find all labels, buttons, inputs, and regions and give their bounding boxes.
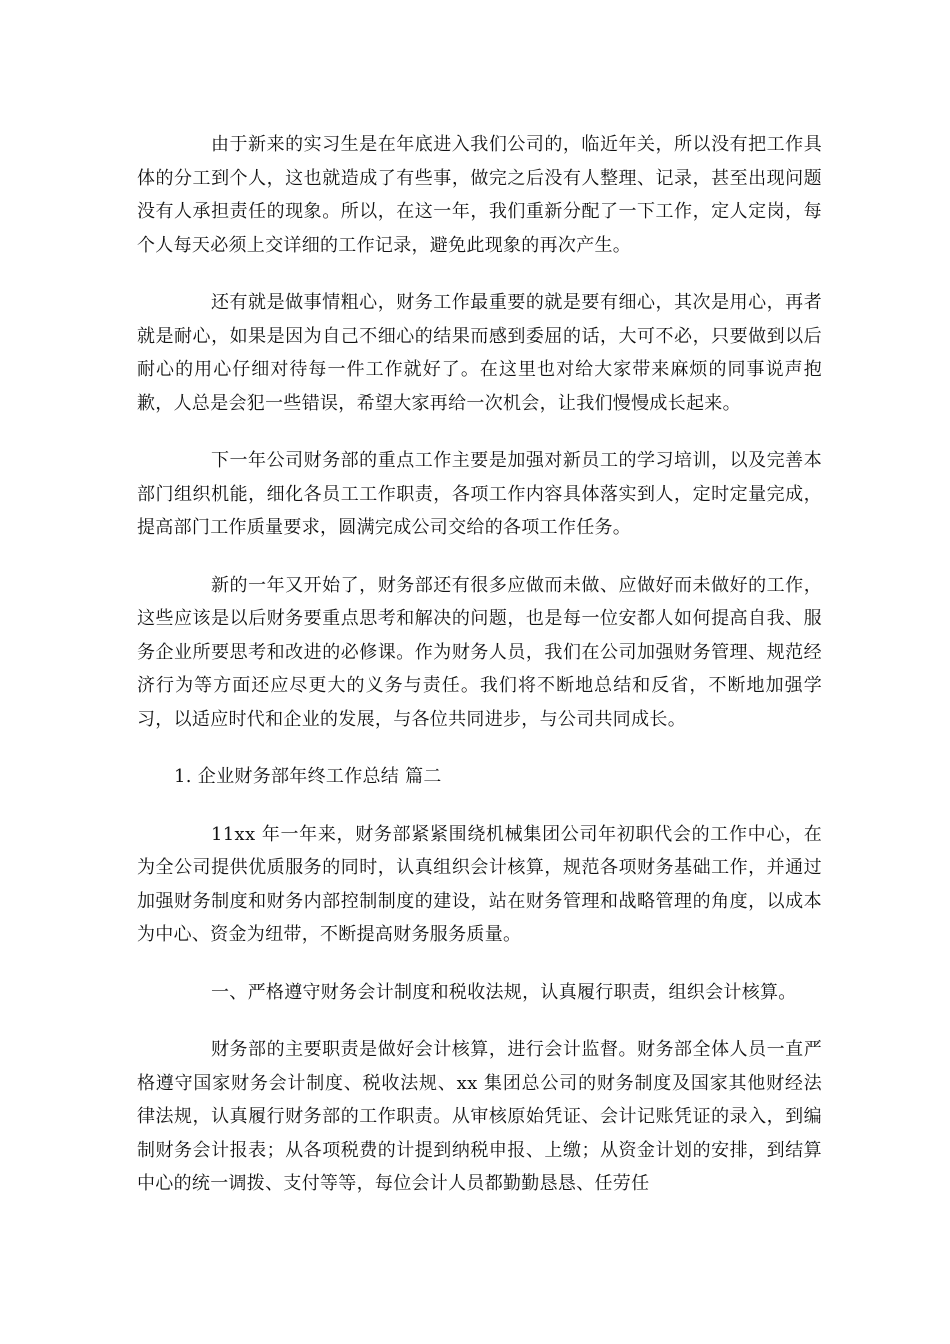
paragraph-intern-division: 由于新来的实习生是在年底进入我们公司的，临近年关，所以没有把工作具体的分工到个人，这也就造成了有些事，做完之后没有人整理、记录，甚至出现问题没有人承担责任的现象。所以，在这一年，我们重新分配了一下工作，定人定岗，每个人每天必须上交详细的工作记录，避免此现象的再次产生。	[137, 134, 822, 256]
paragraph-main-duties: 财务部的主要职责是做好会计核算，进行会计监督。财务部全体人员一直严格遵守国家财务会计制度、税收法规、xx 集团总公司的财务制度及国家其他财经法律法规，认真履行财务部的工作职责。从审核原始凭证、会计记账凭证的录入，到编制财务会计报表；从各项税费的计提到纳税申报、上缴；从资金计划的安排，到结算中心的统一调拨、支付等等，每位会计人员都勤勤恳恳、任劳任	[137, 1039, 822, 1194]
document-body	[137, 128, 822, 1225]
paragraph-point-one: 一、严格遵守财务会计制度和税收法规，认真履行职责，组织会计核算。	[211, 981, 797, 1003]
paragraph-annual-overview: 11xx 年一年来，财务部紧紧围绕机械集团公司年初职代会的工作中心，在为全公司提供优质服务的同时，认真组织会计核算，规范各项财务基础工作，并通过加强财务制度和财务内部控制制度的建设，站在财务管理和战略管理的角度，以成本为中心、资金为纽带，不断提高财务服务质量。	[137, 823, 822, 945]
paragraph-new-year: 新的一年又开始了，财务部还有很多应做而未做、应做好而未做好的工作，这些应该是以后财务要重点思考和解决的问题，也是每一位安都人如何提高自我、服务企业所要思考和改进的必修课。作为财务人员，我们在公司加强财务管理、规范经济行为等方面还应尽更大的义务与责任。我们将不断地总结和反省，不断地加强学习，以适应时代和企业的发展，与各位共同进步，与公司共同成长。	[137, 574, 822, 730]
section-heading: 1. 企业财务部年终工作总结 篇二	[174, 766, 442, 787]
paragraph-carefulness: 还有就是做事情粗心，财务工作最重要的就是要有细心，其次是用心，再者就是耐心，如果是因为自己不细心的结果而感到委屈的话，大可不必，只要做到以后耐心的用心仔细对待每一件工作就好了。在这里也对给大家带来麻烦的同事说声抱歉，人总是会犯一些错误，希望大家再给一次机会，让我们慢慢成长起来。	[137, 292, 822, 414]
paragraph-next-year-focus: 下一年公司财务部的重点工作主要是加强对新员工的学习培训，以及完善本部门组织机能，细化各员工工作职责，各项工作内容具体落实到人，定时定量完成，提高部门工作质量要求，圆满完成公司交给的各项工作任务。	[137, 450, 822, 538]
